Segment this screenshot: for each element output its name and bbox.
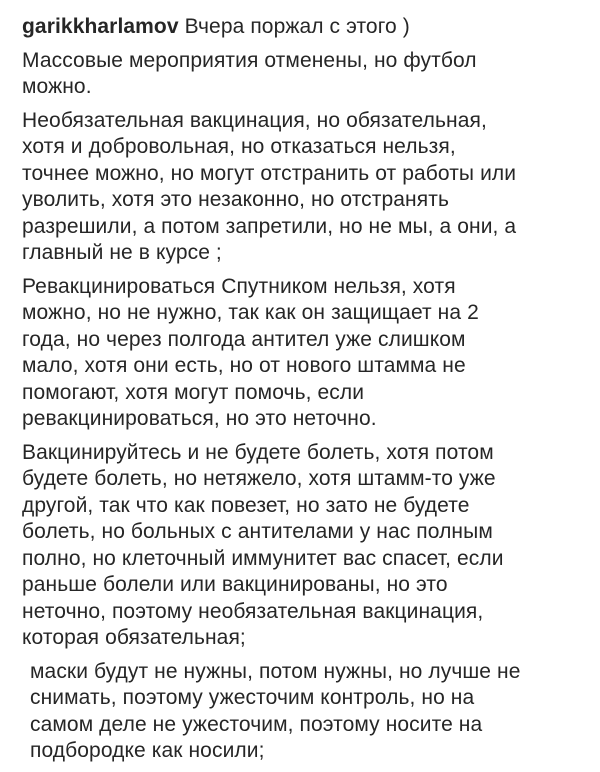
caption-paragraph-4: Вакцинируйтесь и не будете болеть, хотя потом будете болеть, но нетяжело, хотя штамм-то уже другой, так что как повезет, но зато не будете болеть, но больных с антителами у нас полным полно, но клеточный иммунитет вас спасет, если раньше болели или вакцинированы, но это неточно, поэтому необязательная вакцинация, которая обязательная;: [22, 440, 504, 649]
username-link[interactable]: garikkharlamov: [22, 15, 179, 38]
post-caption: [22, 14, 592, 772]
caption-intro-text: Вчера поржал с этого ): [178, 15, 410, 38]
caption-paragraph-2: Необязательная вакцинация, но обязательная, хотя и добровольная, но отказаться нельзя, точнее можно, но могут отстранить от работы или уволить, хотя это незаконно, но отстранять разрешили, а потом запретили, но не мы, а они, а главный не в курсе ;: [22, 108, 517, 264]
caption-paragraph-5: маски будут не нужны, потом нужны, но лучше не снимать, поэтому ужесточим контроль, но на самом деле не ужесточим, поэтому носите на подбородке как носили;: [30, 659, 521, 762]
caption-paragraph-1: Массовые мероприятия отменены, но футбол можно.: [22, 48, 477, 98]
caption-header: [22, 14, 592, 41]
caption-paragraph-3: Ревакцинироваться Спутником нельзя, хотя можно, но не нужно, так как он защищает на 2 года, но через полгода антител уже слишком мало, хотя они есть, но от нового штамма не помогают, хотя могут помочь, если ревакцинироваться, но это неточно.: [22, 274, 479, 430]
